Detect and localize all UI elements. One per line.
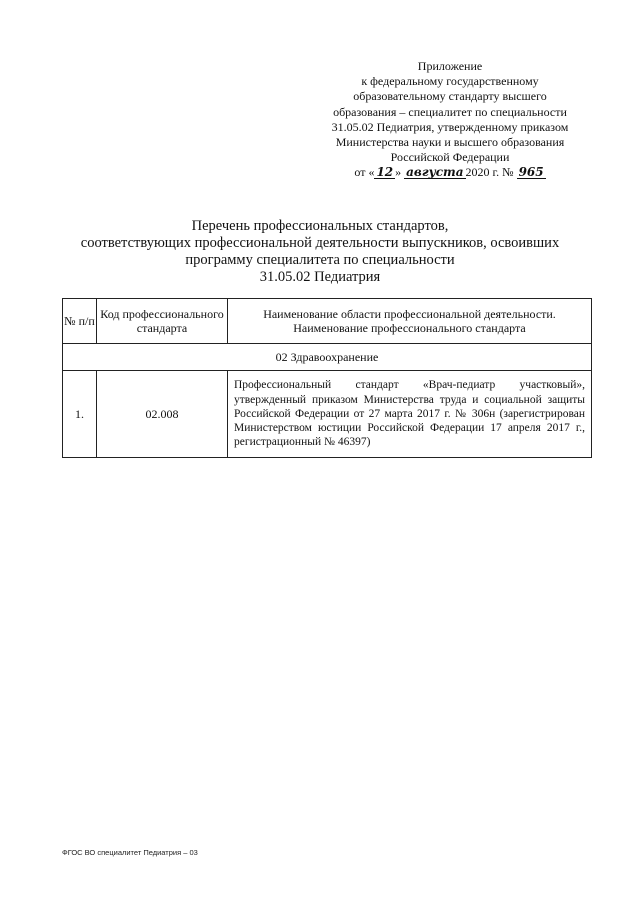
title-line: 31.05.02 Педиатрия [259, 269, 381, 285]
order-prefix: от « [354, 165, 375, 180]
standards-table [62, 298, 592, 458]
appendix-line: 31.05.02 Педиатрия, утвержденному приказом [331, 119, 569, 134]
header-num: № п/п [63, 299, 97, 344]
table-header-row [63, 299, 592, 344]
row-name: Профессиональный стандарт «Врач-педиатр участковый», утвержденный приказом Министерства труда и социальной защиты Российской Федерации от 27 марта 2017 г. № 306н (зарегистрирован Министерством юстиции Российской Федерации 17 апреля 2017 г., регистрационный № 46397) [228, 371, 592, 458]
header-name: Наименование области профессиональной деятельности. Наименование профессионального стандарта [228, 299, 592, 344]
order-month-handwritten: августа [406, 165, 464, 180]
title-line: Перечень профессиональных стандартов, [191, 218, 449, 234]
appendix-line: Министерства науки и высшего образования [335, 135, 565, 150]
appendix-block [300, 59, 600, 181]
order-mid: » [395, 165, 402, 180]
order-date-line [300, 165, 600, 180]
order-number-handwritten: 965 [518, 165, 544, 180]
table-row [63, 371, 592, 458]
order-day-handwritten: 12 [376, 165, 394, 180]
appendix-line: образовательному стандарту высшего [353, 89, 547, 104]
row-num: 1. [63, 371, 97, 458]
title-line: соответствующих профессиональной деятельности выпускников, освоивших [80, 235, 560, 251]
appendix-line: к федеральному государственному [361, 74, 539, 89]
page-footer: ФГОС ВО специалитет Педиатрия – 03 [62, 848, 198, 857]
table-section-row [63, 344, 592, 371]
appendix-line: образования – специалитет по специальности [333, 104, 567, 119]
section-label: 02 Здравоохранение [63, 344, 592, 371]
document-title [40, 218, 600, 286]
appendix-line: Приложение [417, 59, 483, 73]
appendix-line: Российской Федерации [390, 150, 510, 165]
row-code: 02.008 [97, 371, 228, 458]
title-line: программу специалитета по специальности [185, 252, 455, 268]
order-year: 2020 г. № [465, 165, 514, 180]
header-code: Код профессионального стандарта [97, 299, 228, 344]
